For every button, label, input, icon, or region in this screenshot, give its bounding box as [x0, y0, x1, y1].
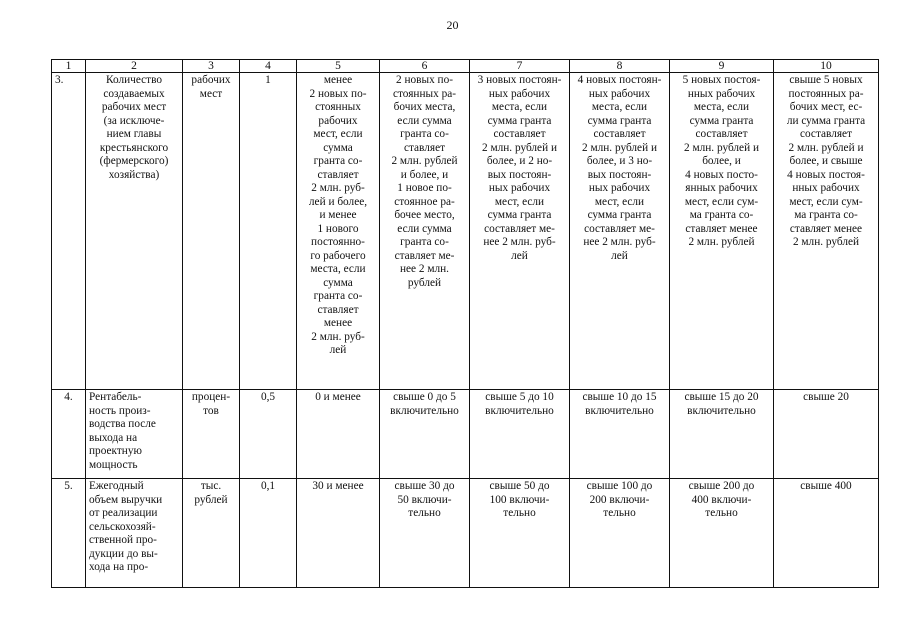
table-row — [52, 390, 879, 479]
table-row — [52, 73, 879, 390]
score-col-8: свыше 100 до 200 включи- тельно — [570, 479, 670, 588]
indicator-name: Рентабель- ность произ- водства после выхода на проектную мощность — [86, 390, 183, 479]
score-col-9: свыше 15 до 20 включительно — [670, 390, 774, 479]
score-col-10: свыше 20 — [774, 390, 879, 479]
table-row — [52, 479, 879, 588]
unit: процен- тов — [183, 390, 240, 479]
criteria-table — [51, 59, 879, 588]
score-col-8: свыше 10 до 15 включительно — [570, 390, 670, 479]
header-col-3: 3 — [183, 60, 240, 73]
header-col-5: 5 — [297, 60, 380, 73]
score-col-5: 30 и менее — [297, 479, 380, 588]
header-col-7: 7 — [470, 60, 570, 73]
header-col-10: 10 — [774, 60, 879, 73]
score-col-8: 4 новых постоян- ных рабочих места, если сумма гранта составляет 2 млн. рублей и более, и 3 но- вых постоян- ных рабочих мест, если сумма гранта составляет ме- нее 2 млн. руб- лей — [570, 73, 670, 390]
score-col-7: 3 новых постоян- ных рабочих места, если сумма гранта составляет 2 млн. рублей и более, и 2 но- вых постоян- ных рабочих мест, если сумма гранта составляет ме- нее 2 млн. руб- лей — [470, 73, 570, 390]
score-col-7: свыше 5 до 10 включительно — [470, 390, 570, 479]
score-col-6: свыше 0 до 5 включительно — [380, 390, 470, 479]
score-col-9: 5 новых постоя- нных рабочих места, если сумма гранта составляет 2 млн. рублей и более, и 4 новых посто- янных рабочих мест, если сум- ма гранта со- ставляет менее 2 млн. рублей — [670, 73, 774, 390]
row-number: 5. — [52, 479, 86, 588]
indicator-name: Количество создаваемых рабочих мест (за исключе- нием главы крестьянского (фермерского) хозяйства) — [86, 73, 183, 390]
weight: 1 — [240, 73, 297, 390]
header-row — [52, 60, 879, 73]
weight: 0,5 — [240, 390, 297, 479]
header-col-6: 6 — [380, 60, 470, 73]
header-col-2: 2 — [86, 60, 183, 73]
unit: тыс. рублей — [183, 479, 240, 588]
unit: рабочих мест — [183, 73, 240, 390]
score-col-6: 2 новых по- стоянных ра- бочих места, если сумма гранта со- ставляет 2 млн. рублей и более, и 1 новое по- стоянное ра- бочее место, если сумма гранта со- ставляет ме- нее 2 млн. рублей — [380, 73, 470, 390]
page-number: 20 — [446, 18, 459, 32]
header-col-4: 4 — [240, 60, 297, 73]
weight: 0,1 — [240, 479, 297, 588]
header-col-8: 8 — [570, 60, 670, 73]
header-col-9: 9 — [670, 60, 774, 73]
score-col-10: свыше 400 — [774, 479, 879, 588]
score-col-7: свыше 50 до 100 включи- тельно — [470, 479, 570, 588]
score-col-5: 0 и менее — [297, 390, 380, 479]
score-col-5: менее 2 новых по- стоянных рабочих мест, если сумма гранта со- ставляет 2 млн. руб- лей и более, и менее 1 нового постоянно- го рабочего места, если сумма гранта со- ставляет менее 2 млн. руб- лей — [297, 73, 380, 390]
header-col-1: 1 — [52, 60, 86, 73]
score-col-6: свыше 30 до 50 включи- тельно — [380, 479, 470, 588]
indicator-name: Ежегодный объем выручки от реализации сельскохозяй- ственной про- дукции до вы- хода на про- — [86, 479, 183, 588]
row-number: 4. — [52, 390, 86, 479]
score-col-9: свыше 200 до 400 включи- тельно — [670, 479, 774, 588]
score-col-10: свыше 5 новых постоянных ра- бочих мест, ес- ли сумма гранта составляет 2 млн. рублей и более, и свыше 4 новых постоя- нных рабочих мест, если сум- ма гранта со- ставляет менее 2 млн. рублей — [774, 73, 879, 390]
row-number: 3. — [52, 73, 86, 390]
